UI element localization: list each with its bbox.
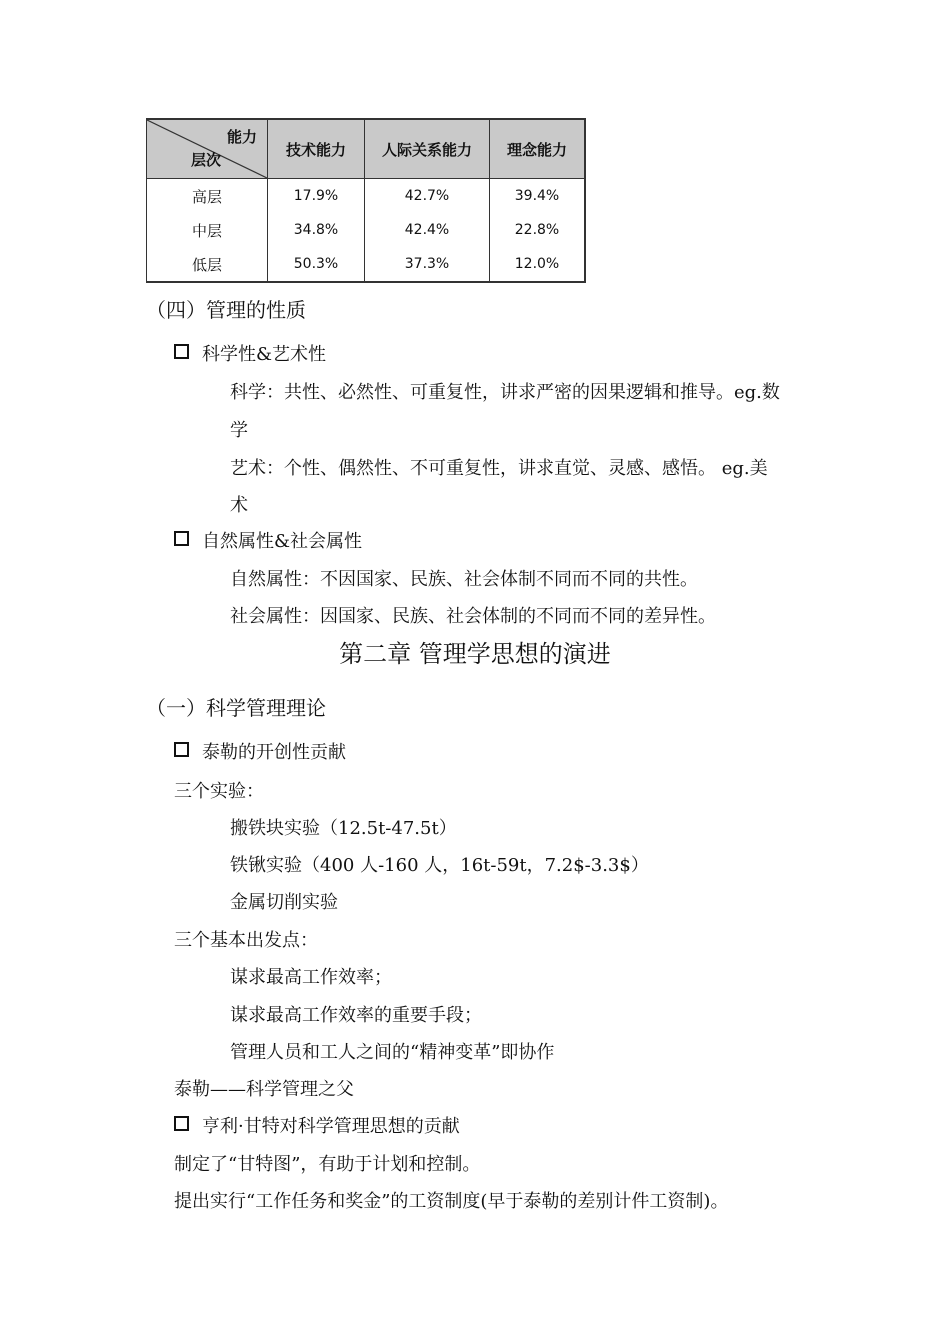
column-header: 技术能力 — [268, 119, 365, 179]
diagonal-header-cell — [147, 119, 268, 179]
paragraph-line: 铁锹实验（400 人-160 人，16t-59t，7.2$-3.3$） — [230, 855, 649, 876]
column-header: 人际关系能力 — [365, 119, 490, 179]
bullet-item-label: 亨利·甘特对科学管理思想的贡献 — [202, 1116, 460, 1137]
section-heading: （一）科学管理理论 — [146, 696, 326, 720]
row-level: 高层 — [147, 179, 268, 214]
ability-table — [146, 118, 586, 283]
bullet-item — [174, 343, 326, 367]
table-cell: 12.0% — [490, 247, 586, 282]
row-level: 低层 — [147, 247, 268, 282]
checkbox-square-icon — [174, 531, 189, 546]
bullet-item — [174, 741, 346, 765]
paragraph-line: 谋求最高工作效率； — [230, 967, 392, 988]
table-row — [147, 179, 586, 214]
section-heading: （四）管理的性质 — [146, 298, 306, 322]
table-cell: 39.4% — [490, 179, 586, 214]
bullet-item-label: 科学性&艺术性 — [202, 344, 327, 365]
checkbox-square-icon — [174, 742, 189, 757]
paragraph-line: 术 — [230, 495, 248, 516]
paragraph-line: 金属切削实验 — [230, 892, 338, 913]
table-cell: 17.9% — [268, 179, 365, 214]
checkbox-square-icon — [174, 1116, 189, 1131]
paragraph-line: 搬铁块实验（12.5t-47.5t） — [230, 818, 457, 839]
table-cell: 50.3% — [268, 247, 365, 282]
table-cell: 42.4% — [365, 213, 490, 247]
paragraph-line: 科学：共性、必然性、可重复性，讲求严密的因果逻辑和推导。eg.数 — [230, 382, 780, 403]
paragraph-line: 社会属性：因国家、民族、社会体制的不同而不同的差异性。 — [230, 606, 716, 627]
table-header-row — [147, 119, 586, 179]
paragraph-line: 泰勒——科学管理之父 — [174, 1079, 354, 1100]
paragraph-line: 提出实行“工作任务和奖金”的工资制度(早于泰勒的差别计件工资制)。 — [174, 1191, 729, 1212]
table-row — [147, 213, 586, 247]
paragraph-line: 学 — [230, 420, 248, 441]
table-cell: 37.3% — [365, 247, 490, 282]
table-cell: 42.7% — [365, 179, 490, 214]
bullet-item — [174, 530, 362, 554]
row-level: 中层 — [147, 213, 268, 247]
bullet-item — [174, 1115, 460, 1139]
paragraph-line: 自然属性：不因国家、民族、社会体制不同而不同的共性。 — [230, 569, 698, 590]
paragraph-line: 三个基本出发点： — [174, 930, 318, 951]
table-cell: 22.8% — [490, 213, 586, 247]
header-ability-label: 能力 — [226, 128, 257, 146]
table-row — [147, 247, 586, 282]
paragraph-line: 三个实验： — [174, 781, 264, 802]
paragraph-line: 管理人员和工人之间的“精神变革”即协作 — [230, 1042, 555, 1063]
bullet-item-label: 自然属性&社会属性 — [202, 531, 363, 552]
bullet-item-label: 泰勒的开创性贡献 — [202, 742, 346, 763]
paragraph-line: 谋求最高工作效率的重要手段； — [230, 1005, 482, 1026]
checkbox-square-icon — [174, 344, 189, 359]
header-level-label: 层次 — [191, 151, 222, 169]
table-cell: 34.8% — [268, 213, 365, 247]
paragraph-line: 制定了“甘特图”，有助于计划和控制。 — [174, 1154, 481, 1175]
column-header: 理念能力 — [490, 119, 586, 179]
paragraph-line: 艺术：个性、偶然性、不可重复性，讲求直觉、灵感、感悟。 eg.美 — [230, 458, 768, 479]
chapter-title: 第二章 管理学思想的演进 — [339, 640, 611, 668]
